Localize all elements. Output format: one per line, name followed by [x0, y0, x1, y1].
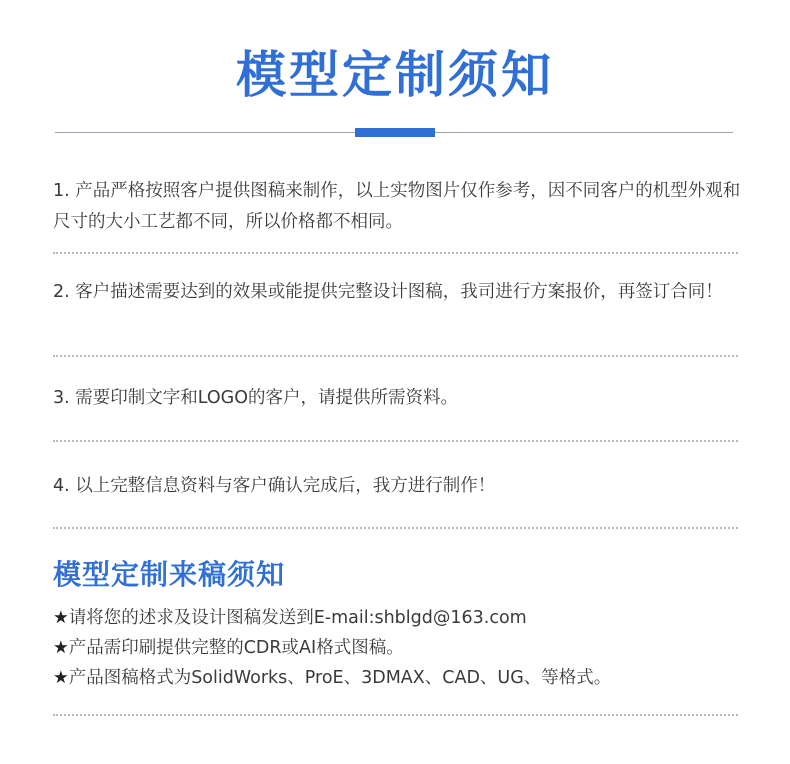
- submission-note-1: [53, 603, 753, 633]
- dotted-divider: [53, 714, 738, 716]
- submission-note-text: 产品需印刷提供完整的CDR或AI格式图稿。: [68, 638, 404, 658]
- section-subtitle: 模型定制来稿须知: [53, 558, 286, 591]
- page-title: 模型定制须知: [236, 46, 554, 104]
- star-icon: ★: [53, 608, 69, 628]
- notice-item-2: 2. 客户描述需要达到的效果或能提供完整设计图稿，我司进行方案报价，再签订合同！: [53, 282, 723, 302]
- notice-item-3: 3. 需要印制文字和LOGO的客户，请提供所需资料。: [53, 388, 458, 408]
- notice-item-1: 1. 产品严格按照客户提供图稿来制作，以上实物图片仅作参考，因不同客户的机型外观和尺寸的大小工艺都不同，所以价格都不相同。: [53, 181, 741, 232]
- star-icon: ★: [53, 668, 69, 688]
- submission-note-text: 请将您的述求及设计图稿发送到E-mail:shblgd@163.com: [68, 608, 527, 628]
- submission-note-2: [53, 633, 753, 663]
- title-divider-accent: [355, 128, 435, 137]
- notice-item-4: 4. 以上完整信息资料与客户确认完成后，我方进行制作！: [53, 476, 496, 496]
- dotted-divider: [53, 252, 738, 254]
- star-icon: ★: [53, 638, 69, 658]
- dotted-divider: [53, 440, 738, 442]
- submission-note-3: [53, 663, 753, 693]
- dotted-divider: [53, 527, 738, 529]
- submission-note-text: 产品图稿格式为SolidWorks、ProE、3DMAX、CAD、UG、等格式。: [68, 668, 612, 688]
- dotted-divider: [53, 355, 738, 357]
